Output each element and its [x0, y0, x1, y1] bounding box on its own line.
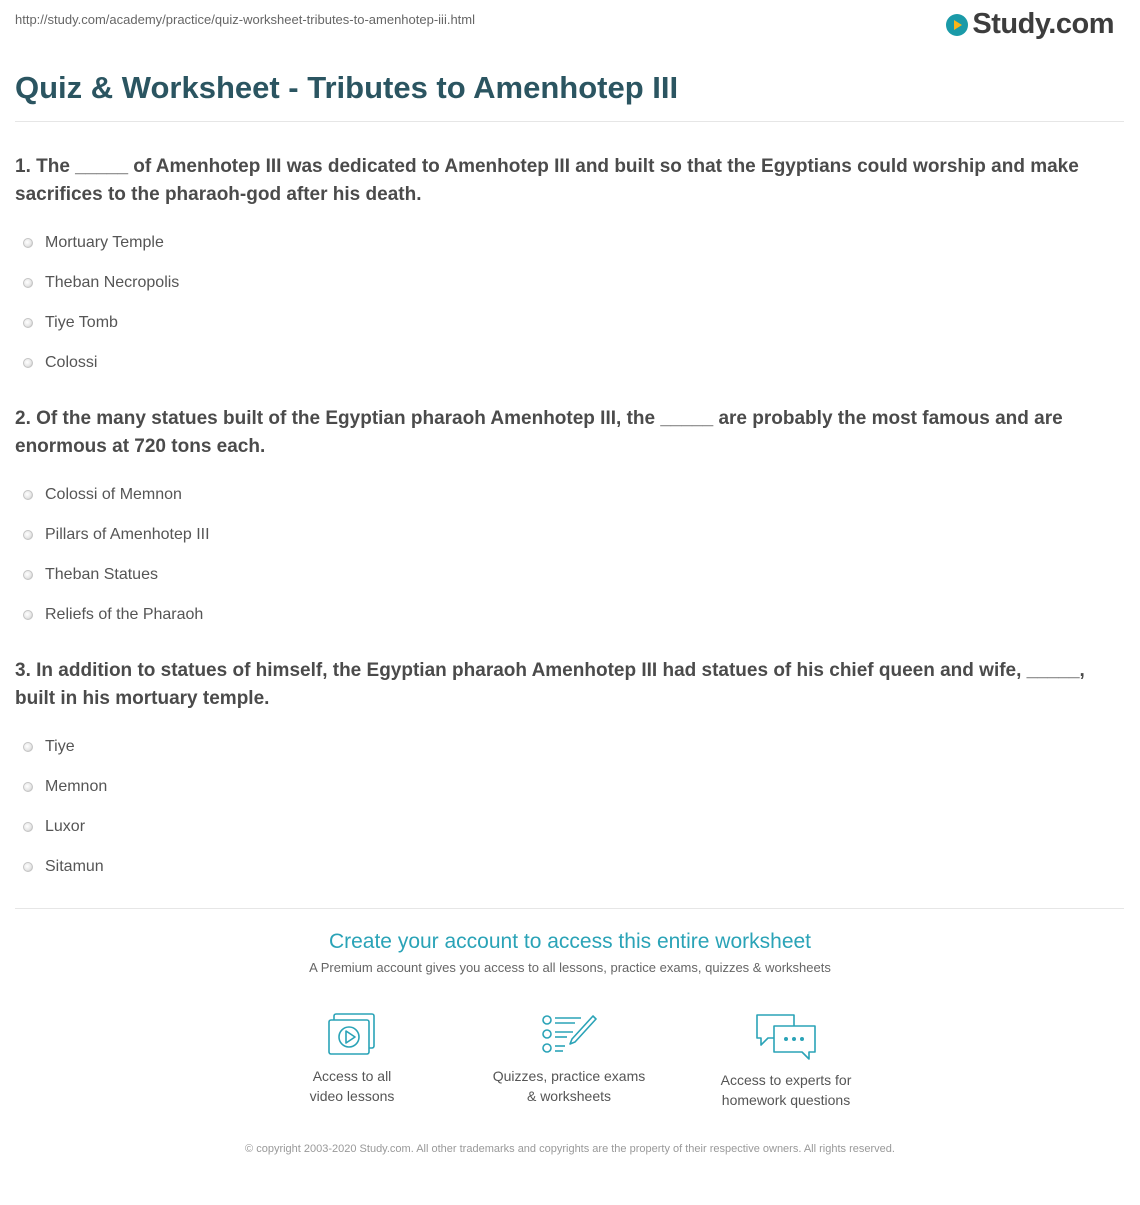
answer-option[interactable]	[15, 555, 1125, 595]
answer-option[interactable]	[15, 223, 1125, 263]
answer-option[interactable]	[15, 515, 1125, 555]
feature-label-line1: Quizzes, practice exams	[492, 1068, 646, 1084]
answer-options	[15, 727, 1125, 887]
answer-option[interactable]	[15, 263, 1125, 303]
radio-button[interactable]	[23, 490, 33, 500]
feature-label-line2: video lessons	[309, 1088, 395, 1104]
cta-subtitle: A Premium account gives you access to all lessons, practice exams, quizzes & worksheets	[309, 960, 831, 975]
question-3	[15, 657, 1125, 887]
answer-options	[15, 475, 1125, 635]
chat-bubbles-icon	[754, 1012, 818, 1062]
feature-quizzes	[469, 1012, 669, 1106]
radio-button[interactable]	[23, 358, 33, 368]
radio-button[interactable]	[23, 862, 33, 872]
feature-list	[0, 1012, 1140, 1112]
question-1	[15, 153, 1125, 383]
answer-option[interactable]	[15, 847, 1125, 887]
copyright-footer: © copyright 2003-2020 Study.com. All other trademarks and copyrights are the property of their respective owners. All rights reserved.	[245, 1143, 895, 1155]
feature-video-lessons	[252, 1012, 452, 1106]
cta-divider	[15, 908, 1124, 909]
answer-options	[15, 223, 1125, 383]
option-label: Pillars of Amenhotep III	[45, 526, 210, 543]
play-circle-icon	[946, 14, 968, 36]
answer-option[interactable]	[15, 727, 1125, 767]
feature-label-line1: Access to experts for	[720, 1072, 852, 1088]
option-label: Luxor	[45, 818, 86, 835]
signup-cta	[0, 930, 1140, 975]
page-title: Quiz & Worksheet - Tributes to Amenhotep III	[15, 70, 679, 105]
option-label: Theban Statues	[45, 566, 158, 583]
question-text: 2. Of the many statues built of the Egyptian pharaoh Amenhotep III, the _____ are probably the most famous and are enormous at 720 tons each.	[15, 408, 1063, 457]
page-url: http://study.com/academy/practice/quiz-worksheet-tributes-to-amenhotep-iii.html	[15, 12, 476, 27]
radio-button[interactable]	[23, 318, 33, 328]
radio-button[interactable]	[23, 530, 33, 540]
feature-experts	[686, 1012, 886, 1110]
answer-option[interactable]	[15, 595, 1125, 635]
radio-button[interactable]	[23, 238, 33, 248]
option-label: Theban Necropolis	[45, 274, 180, 291]
quiz-checklist-icon	[541, 1012, 597, 1058]
option-label: Sitamun	[45, 858, 104, 875]
option-label: Tiye	[45, 738, 75, 755]
video-lessons-icon	[326, 1012, 378, 1058]
title-divider	[15, 121, 1124, 122]
answer-option[interactable]	[15, 303, 1125, 343]
option-label: Colossi	[45, 354, 98, 371]
option-label: Mortuary Temple	[45, 234, 164, 251]
answer-option[interactable]	[15, 475, 1125, 515]
question-2	[15, 405, 1125, 635]
study-logo[interactable]	[946, 8, 1114, 41]
feature-label-line2: homework questions	[721, 1092, 851, 1108]
question-text: 3. In addition to statues of himself, the Egyptian pharaoh Amenhotep III had statues of his chief queen and wife, _____, built in his mortuary temple.	[15, 660, 1085, 709]
radio-button[interactable]	[23, 610, 33, 620]
radio-button[interactable]	[23, 278, 33, 288]
answer-option[interactable]	[15, 343, 1125, 383]
feature-label-line2: & worksheets	[526, 1088, 612, 1104]
radio-button[interactable]	[23, 742, 33, 752]
feature-label-line1: Access to all	[312, 1068, 392, 1084]
radio-button[interactable]	[23, 822, 33, 832]
option-label: Reliefs of the Pharaoh	[45, 606, 204, 623]
option-label: Tiye Tomb	[45, 314, 118, 331]
option-label: Memnon	[45, 778, 108, 795]
cta-title-link[interactable]: Create your account to access this entire worksheet	[328, 930, 812, 953]
logo-text: Study.com	[972, 8, 1114, 40]
radio-button[interactable]	[23, 782, 33, 792]
radio-button[interactable]	[23, 570, 33, 580]
top-bar	[0, 0, 1140, 48]
question-text: 1. The _____ of Amenhotep III was dedicated to Amenhotep III and built so that the Egyptians could worship and make sacrifices to the pharaoh-god after his death.	[15, 156, 1079, 205]
option-label: Colossi of Memnon	[45, 486, 182, 503]
answer-option[interactable]	[15, 807, 1125, 847]
answer-option[interactable]	[15, 767, 1125, 807]
